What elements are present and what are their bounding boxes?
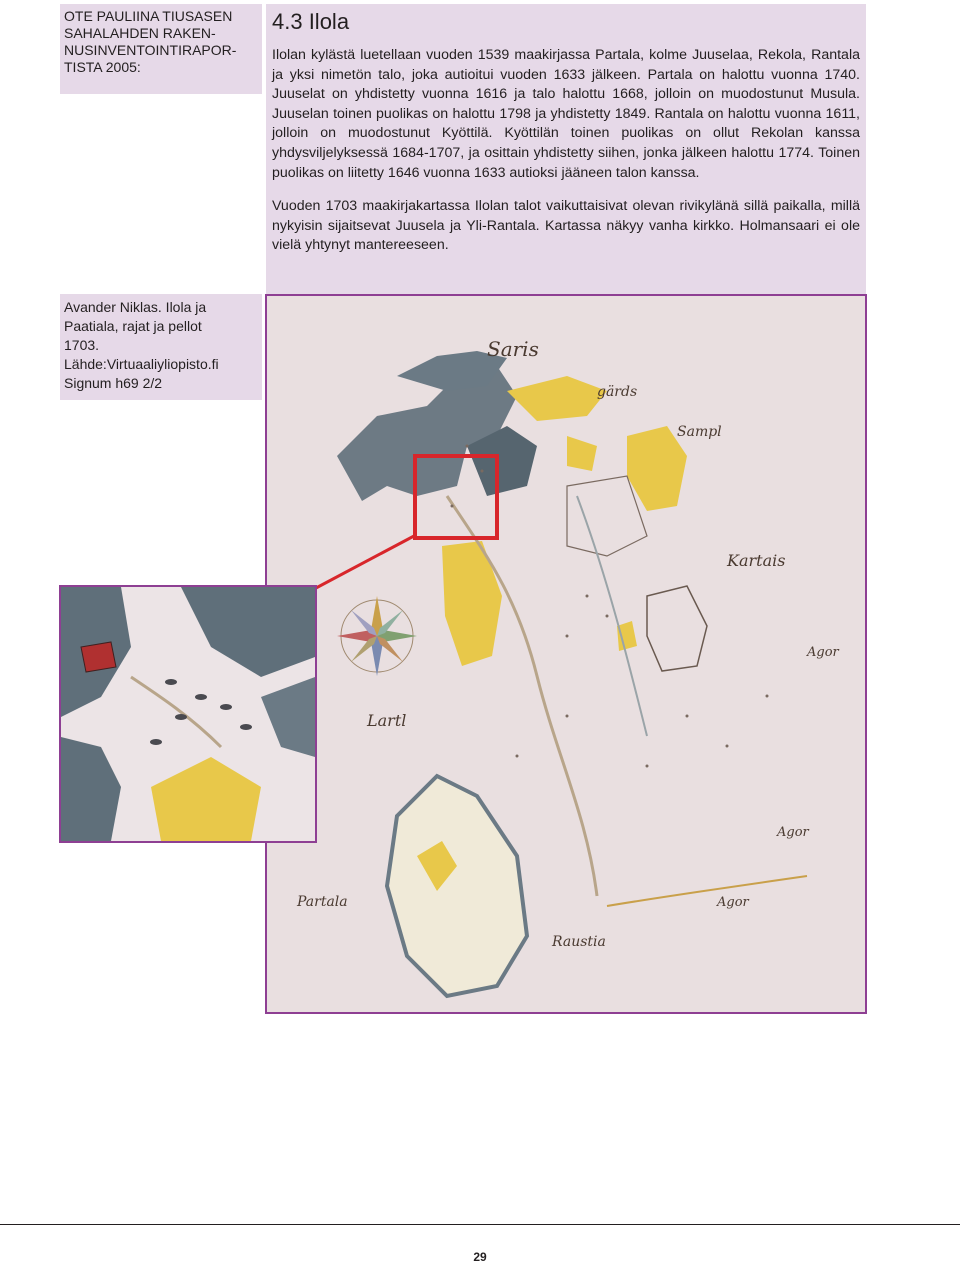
source-header-line: OTE PAULIINA TIUSASEN: [64, 8, 233, 24]
map-label: Partala: [297, 894, 348, 910]
caption-line: Signum h69 2/2: [64, 375, 163, 391]
map-label: Agor: [777, 825, 809, 840]
caption-line: Lähde:Virtuaaliyliopisto.fi: [64, 356, 219, 372]
map-label: gärds: [597, 384, 638, 400]
source-header-line: NUSINVENTOINTIRAPOR-: [64, 42, 237, 58]
caption-line: Paatiala, rajat ja pellot: [64, 318, 202, 334]
map-label: Sampl: [677, 424, 722, 440]
map-label: Kartais: [727, 551, 786, 570]
section-title: 4.3 Ilola: [272, 9, 350, 34]
page-number: 29: [473, 1250, 487, 1264]
map-label: Lartl: [367, 711, 407, 730]
map-label: Agor: [807, 645, 839, 660]
source-header-line: SAHALAHDEN RAKEN-: [64, 25, 216, 41]
caption-line: Avander Niklas. Ilola ja: [64, 299, 207, 315]
source-header-line: TISTA 2005:: [64, 59, 141, 75]
map-label: Agor: [717, 895, 749, 910]
map-label: Saris: [487, 337, 539, 361]
caption-line: 1703.: [64, 337, 100, 353]
map-detail-drawing: [61, 587, 315, 841]
footer-rule: [0, 1224, 960, 1225]
section-paragraph-1: Ilolan kylästä luetellaan vuoden 1539 maakirjassa Partala, kolme Juuselaa, Rekola, Rantala ja yksi nimetön talo, joka autioitui vuoden 1633 jälkeen. Partala on halottu vuonna 1740. Juuselat on yhdistetty vuonna 1616 ja talo halottu 1668, jolloin on muodostunut Musula. Juuselan toinen puolikas on halottu 1798 ja yhdistetty 1849. Rantala on halottu vuonna 1611, jolloin on muodostunut Kyöttilä. Kyöttilän toinen puolikas on ollut Rekolan kanssa yhdysviljelyksessä 1684-1707, ja osittain yhdistetty siihen, jonka jälkeen halottu 1774. Toinen puolikas on liitetty 1646 vuonna 1633 autioksi jääneen talon kanssa.: [272, 47, 860, 181]
map-label: Raustia: [552, 934, 606, 950]
map-detail-zoom: [59, 585, 317, 843]
section-paragraph-2: Vuoden 1703 maakirjakartassa Ilolan talot vaikuttaisivat olevan rivikylänä sillä paikalla, millä nykyisin sijaitsevat Juusela ja Yli-Rantala. Kartassa näkyy vanha kirkko. Holmansaari ei ole vielä yhtynyt mantereeseen.: [272, 198, 860, 254]
